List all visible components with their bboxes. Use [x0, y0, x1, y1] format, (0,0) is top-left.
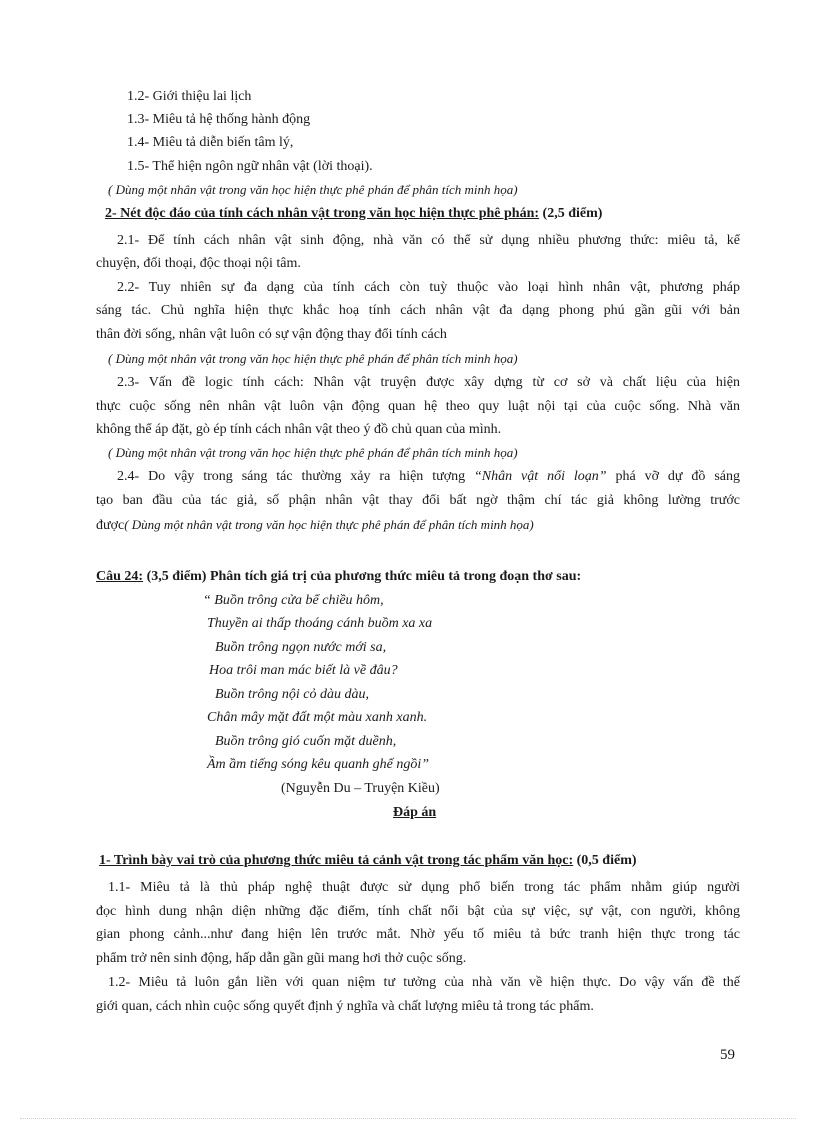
paragraph-line: sáng tác. Chủ nghĩa hiện thực khắc hoạ tính cách nhân vật đa dạng phong phú gần gũi với bản	[96, 303, 740, 318]
paragraph-line	[117, 468, 740, 486]
page-number: 59	[720, 1047, 735, 1063]
poem-line: Chân mây mặt đất một màu xanh xanh.	[207, 710, 428, 725]
paragraph-line: 2.2- Tuy nhiên sự đa dạng của tính cách còn tuỳ thuộc vào loại hình nhân vật, phương pháp	[117, 280, 740, 295]
quote-run: “Nhân vật nổi loạn”	[474, 469, 607, 484]
poem-line: Buồn trông nội cỏ dàu dàu,	[215, 687, 369, 702]
list-item: 1.5- Thể hiện ngôn ngữ nhân vật (lời thoại).	[127, 159, 373, 174]
paragraph-line: thân đời sống, nhân vật luôn có sự vận động thay đổi tính cách	[96, 327, 447, 342]
paragraph-line: phẩm trở nên sinh động, hấp dẫn gần gũi mang hơi thở cuộc sống.	[96, 951, 467, 966]
paragraph-line: giới quan, cách nhìn cuộc sống quyết định ý nghĩa và chất lượng miêu tả trong tác phẩm.	[96, 999, 594, 1014]
answer-title: Đáp án	[393, 805, 437, 820]
note-italic: ( Dùng một nhân vật trong văn học hiện thực phê phán để phân tích minh họa)	[124, 517, 534, 532]
note-italic: ( Dùng một nhân vật trong văn học hiện thực phê phán để phân tích minh họa)	[108, 182, 518, 197]
paragraph-line: 2.3- Vấn đề logic tính cách: Nhân vật truyện được xây dựng từ cơ sở và chất liệu của hiện	[117, 375, 740, 390]
poem-line: Hoa trôi man mác biết là về đâu?	[209, 663, 398, 678]
poem-line: Ầm ầm tiếng sóng kêu quanh ghế ngồi”	[207, 757, 430, 772]
paragraph-line: tạo ban đầu của tác giả, số phận nhân vật thay đổi bất ngờ thậm chí tác giả không lường trước	[96, 493, 740, 508]
paragraph-line	[96, 516, 534, 535]
paragraph-line: đọc hình dung nhận diện những đặc điểm, tính chất nổi bật của sự việc, sự vật, con người, không	[96, 904, 740, 919]
paragraph-line: không thể áp đặt, gò ép tính cách nhân vật theo ý đồ chủ quan của mình.	[96, 422, 502, 437]
poem-source: (Nguyễn Du – Truyện Kiều)	[281, 781, 440, 796]
paragraph-line: 1.2- Miêu tả luôn gắn liền với quan niệm tư tưởng của nhà văn về hiện thực. Do vậy vấn đề thế	[108, 975, 740, 990]
section-heading-text: 1- Trình bày vai trò của phương thức miêu tả cảnh vật trong tác phẩm văn học:	[99, 853, 574, 868]
note-italic: ( Dùng một nhân vật trong văn học hiện thực phê phán để phân tích minh họa)	[108, 445, 518, 460]
poem-line: “ Buồn trông cửa bể chiều hôm,	[203, 593, 384, 608]
section-heading-text: 2- Nét độc đáo của tính cách nhân vật trong văn học hiện thực phê phán:	[105, 206, 540, 221]
question-heading	[96, 568, 581, 586]
section-points: (2,5 điểm)	[539, 206, 603, 221]
section-heading	[99, 852, 637, 870]
paragraph-line: 1.1- Miêu tả là thủ pháp nghệ thuật được sử dụng phổ biến trong tác phẩm nhằm giúp người	[108, 880, 740, 895]
paragraph-line: chuyện, đối thoại, độc thoại nội tâm.	[96, 256, 301, 271]
poem-line: Thuyền ai thấp thoáng cánh buồm xa xa	[207, 616, 433, 631]
section-points: (0,5 điểm)	[573, 853, 637, 868]
question-text: (3,5 điểm) Phân tích giá trị của phương thức miêu tả trong đoạn thơ sau:	[143, 569, 582, 584]
poem-line: Buồn trông gió cuốn mặt duềnh,	[215, 734, 397, 749]
paragraph-line: 2.1- Để tính cách nhân vật sinh động, nhà văn có thể sử dụng nhiều phương thức: miêu tả, kể	[117, 233, 740, 248]
text-run: phá vỡ dự đồ sáng	[606, 469, 740, 484]
text-run: được	[96, 518, 125, 533]
poem-line: Buồn trông ngọn nước mới sa,	[215, 640, 387, 655]
paragraph-line: gian phong cảnh...như đang hiện lên trước mắt. Nhờ yếu tố miêu tả bức tranh hiện thực trong tác	[96, 927, 740, 942]
note-italic: ( Dùng một nhân vật trong văn học hiện thực phê phán để phân tích minh họa)	[108, 351, 518, 366]
page-bottom-divider	[20, 1118, 796, 1119]
text-run: 2.4- Do vậy trong sáng tác thường xảy ra hiện tượng	[117, 469, 475, 484]
paragraph-line: thực cuộc sống nên nhân vật luôn vận động quan hệ theo quy luật nội tại của cuộc sống. Nhà văn	[96, 399, 740, 414]
question-label: Câu 24:	[96, 569, 144, 584]
section-heading	[105, 205, 602, 223]
list-item: 1.2- Giới thiệu lai lịch	[127, 89, 252, 104]
list-item: 1.4- Miêu tả diễn biến tâm lý,	[127, 135, 294, 150]
list-item: 1.3- Miêu tả hệ thống hành động	[127, 112, 311, 127]
